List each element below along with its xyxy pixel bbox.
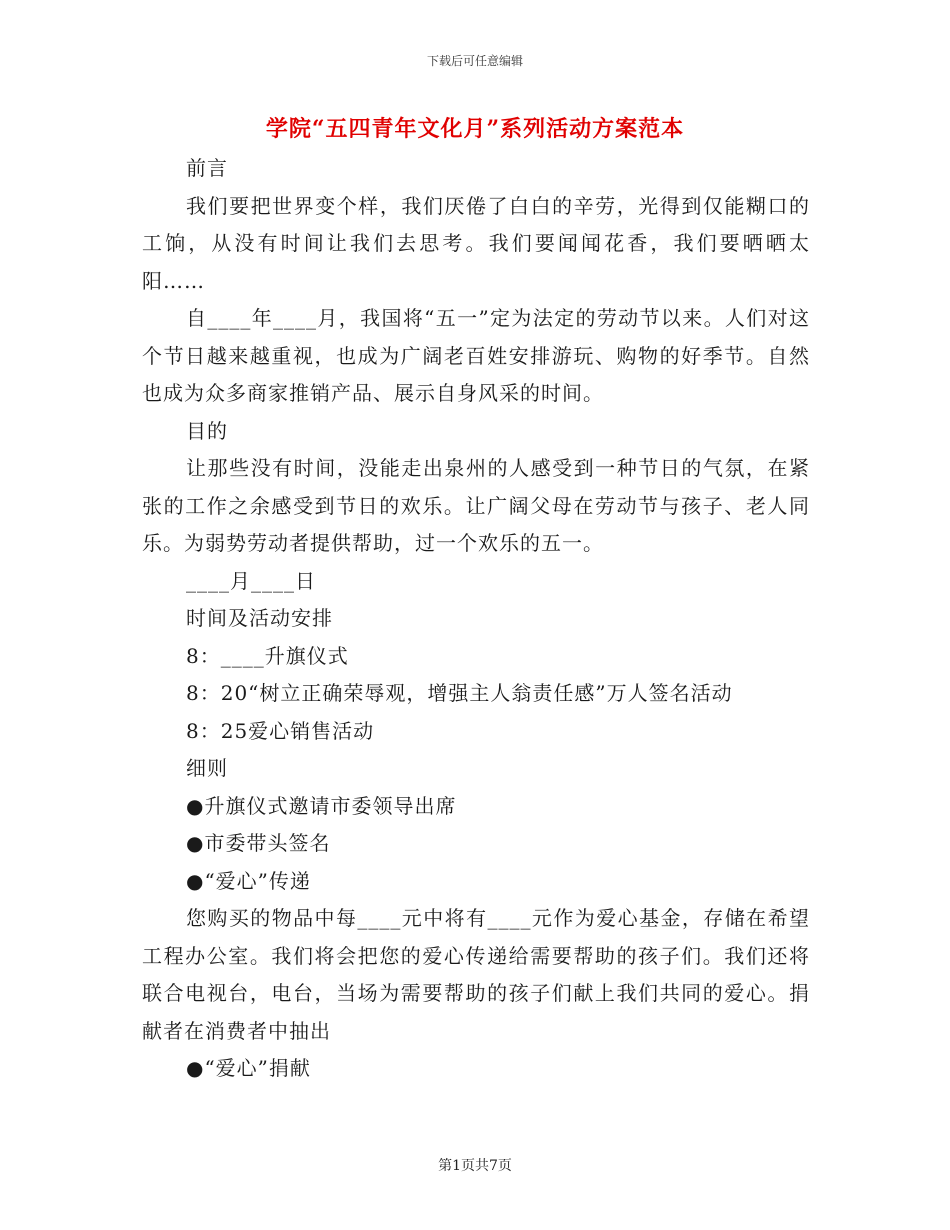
- schedule-item-signing: 8：20“树立正确荣辱观，增强主人翁责任感”万人签名活动: [186, 681, 733, 705]
- heading-schedule: 时间及活动安排: [186, 606, 333, 630]
- bullet-item-committee-signing: ●市委带头签名: [186, 831, 331, 855]
- paragraph-love-fund: 您购买的物品中每____元中将有____元作为爱心基金，存储在希望工程办公室。我们将会把您的爱心传递给需要帮助的孩子们。我们还将联合电视台，电台，当场为需要帮助的孩子们献上我们共同的爱心。捐献者在消费者中抽出: [142, 906, 810, 1043]
- paragraph-labor-day-intro: 自____年____月，我国将“五一”定为法定的劳动节以来。人们对这个节日越来越重视，也成为广阔老百姓安排游玩、购物的好季节。自然也成为众多商家推销产品、展示自身风采的时间。: [142, 306, 810, 405]
- bullet-item-love-donation: ●“爱心”捐献: [186, 1056, 311, 1080]
- paragraph-purpose: 让那些没有时间，没能走出泉州的人感受到一种节日的气氛，在紧张的工作之余感受到节日的欢乐。让广阔父母在劳动节与孩子、老人同乐。为弱势劳动者提供帮助，过一个欢乐的五一。: [142, 456, 810, 555]
- heading-preface: 前言: [186, 156, 228, 180]
- heading-details: 细则: [186, 756, 228, 780]
- date-line: ____月____日: [186, 568, 316, 593]
- page-header-note: 下载后可任意编辑: [426, 54, 523, 68]
- page-number: 第1页共7页: [438, 1158, 512, 1174]
- bullet-item-love-relay: ●“爱心”传递: [186, 868, 311, 893]
- bullet-item-flag-ceremony: ●升旗仪式邀请市委领导出席: [186, 793, 457, 818]
- document-body: [142, 150, 810, 1088]
- document-title: 学院“五四青年文化月”系列活动方案范本: [265, 116, 685, 142]
- schedule-item-flag-raising: 8：____升旗仪式: [186, 643, 349, 668]
- paragraph-preface-quote: 我们要把世界变个样，我们厌倦了白白的辛劳，光得到仅能糊口的工饷，从没有时间让我们去思考。我们要闻闻花香，我们要晒晒太阳……: [142, 193, 810, 293]
- schedule-item-charity-sale: 8：25爱心销售活动: [186, 718, 375, 743]
- heading-purpose: 目的: [186, 418, 228, 443]
